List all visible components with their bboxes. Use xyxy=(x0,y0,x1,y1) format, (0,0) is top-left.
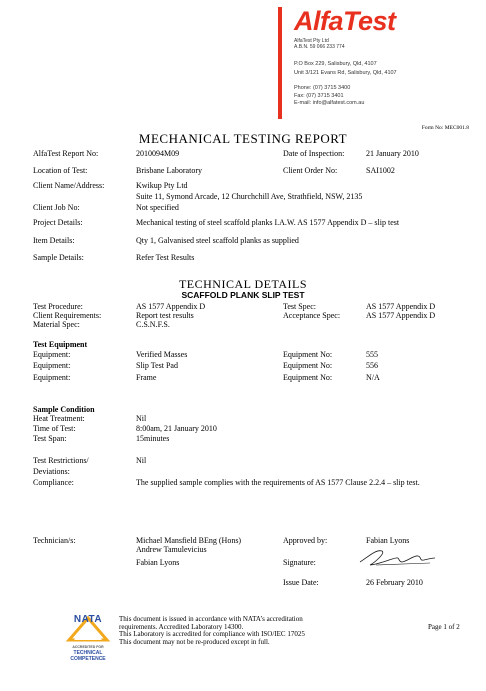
page-number: Page 1 of 2 xyxy=(428,623,460,631)
approved-label: Approved by: xyxy=(283,536,328,545)
time-label: Time of Test: xyxy=(33,424,76,433)
equipment-value: Slip Test Pad xyxy=(136,361,178,370)
issue-date: 26 February 2010 xyxy=(366,578,423,587)
contact-fax: Fax: (07) 3715 3401 xyxy=(294,92,344,99)
equipment-label: Equipment: xyxy=(33,350,71,359)
report-no-value: 2010094M09 xyxy=(136,149,180,158)
sample-condition-heading: Sample Condition xyxy=(33,405,95,414)
heat-value: Nil xyxy=(136,414,147,423)
nata-accredited-for: ACCREDITED FOR xyxy=(72,645,104,649)
footer-line: This document is issued in accordance with NATA’s accreditation xyxy=(119,615,303,623)
job-label: Client Job No: xyxy=(33,203,80,212)
time-value: 8:00am, 21 January 2010 xyxy=(136,424,217,433)
item-value: Qty 1, Galvanised steel scaffold planks as supplied xyxy=(136,236,299,245)
technical-subtitle: SCAFFOLD PLANK SLIP TEST xyxy=(181,290,305,300)
span-value: 15minutes xyxy=(136,434,170,443)
address-street: Unit 3/121 Evans Rd, Salisbury, Qld, 4107 xyxy=(294,70,397,76)
project-label: Project Details: xyxy=(33,218,83,227)
document-title: MECHANICAL TESTING REPORT xyxy=(138,131,348,146)
technician-name: Andrew Tamulevicius xyxy=(136,545,207,554)
acceptance-label: Acceptance Spec: xyxy=(283,311,341,320)
equipment-label: Equipment: xyxy=(33,361,71,370)
inspection-date-label: Date of Inspection: xyxy=(283,149,345,158)
technical-title: TECHNICAL DETAILS xyxy=(178,277,308,291)
company-info xyxy=(294,38,345,50)
acceptance-value: AS 1577 Appendix D xyxy=(366,311,436,320)
sample-label: Sample Details: xyxy=(33,253,84,262)
contact-phone: Phone: (07) 3715 3400 xyxy=(294,85,351,91)
location-value: Brisbane Laboratory xyxy=(136,166,202,175)
equipment-no-value: 556 xyxy=(366,361,378,370)
test-spec-value: AS 1577 Appendix D xyxy=(366,302,436,311)
company-name: AlfaTest Pty Ltd xyxy=(294,38,329,44)
compliance-label: Compliance: xyxy=(33,478,74,487)
client-address: Suite 11, Symond Arcade, 12 Churchchill Ave, Strathfield, NSW, 2135 xyxy=(136,192,363,201)
company-address xyxy=(294,60,397,78)
technician-label: Technician/s: xyxy=(33,536,76,545)
material-label: Material Spec: xyxy=(33,320,80,329)
equipment-no-label: Equipment No: xyxy=(283,361,333,370)
client-order-label: Client Order No: xyxy=(283,166,338,175)
equipment-no-label: Equipment No: xyxy=(283,350,333,359)
sample-value: Refer Test Results xyxy=(136,253,195,262)
nata-technical: TECHNICAL xyxy=(73,650,103,656)
client-name: Kwikup Pty Ltd xyxy=(136,181,188,190)
technician-name: Fabian Lyons xyxy=(136,558,180,567)
span-label: Test Span: xyxy=(33,434,67,443)
heat-label: Heat Treatment: xyxy=(33,414,85,423)
location-label: Location of Test: xyxy=(33,166,88,175)
procedure-value: AS 1577 Appendix D xyxy=(136,302,206,311)
report-no-label: AlfaTest Report No: xyxy=(33,149,99,158)
footer-line: requirements. Accredited Laboratory 14300. xyxy=(119,622,244,631)
address-postal: P.O Box 229, Salisbury, Qld, 4107 xyxy=(294,61,377,67)
inspection-date-value: 21 January 2010 xyxy=(366,149,419,158)
job-value: Not specified xyxy=(136,203,179,212)
client-order-value: SAI1002 xyxy=(366,166,395,175)
restrictions-label: Test Restrictions/ xyxy=(33,456,89,465)
equipment-no-value: 555 xyxy=(366,350,378,359)
footer-notice xyxy=(119,616,305,646)
contact-email: E-mail: info@alfatest.com.au xyxy=(294,100,365,106)
project-value: Mechanical testing of steel scaffold planks I.A.W. AS 1577 Appendix D – slip test xyxy=(136,218,400,227)
deviations-label: Deviations: xyxy=(33,467,70,476)
client-req-value: Report test results xyxy=(136,311,194,320)
nata-competence: COMPETENCE xyxy=(70,656,106,662)
compliance-value: The supplied sample complies with the requirements of AS 1577 Clause 2.2.4 – slip test. xyxy=(136,478,420,487)
item-label: Item Details: xyxy=(33,236,75,245)
equipment-value: Frame xyxy=(136,373,157,382)
approved-value: Fabian Lyons xyxy=(366,536,410,545)
signature-mark xyxy=(356,545,438,569)
company-abn: A.B.N. 59 066 233 774 xyxy=(294,44,345,50)
alfatest-logo: AlfaTest xyxy=(294,6,396,36)
client-req-label: Client Requirements: xyxy=(33,311,102,320)
nata-wordmark: NATA xyxy=(73,614,103,625)
material-value: C.S.N.F.S. xyxy=(136,320,170,329)
equipment-no-label: Equipment No: xyxy=(283,373,333,382)
form-number: Form No: MEC001.8 xyxy=(421,125,469,131)
procedure-label: Test Procedure: xyxy=(33,302,83,311)
restrictions-value: Nil xyxy=(136,456,147,465)
test-spec-label: Test Spec: xyxy=(283,302,316,311)
signature-label: Signature: xyxy=(283,558,316,567)
footer-line: This Laboratory is accredited for compliance with ISO/IEC 17025 xyxy=(119,630,305,639)
equipment-value: Verified Masses xyxy=(136,350,188,359)
equipment-label: Equipment: xyxy=(33,373,71,382)
equipment-heading: Test Equipment xyxy=(33,340,88,349)
brand-accent-bar xyxy=(278,7,282,119)
equipment-no-value: N/A xyxy=(366,373,380,382)
technician-name: Michael Mansfield BEng (Hons) xyxy=(136,536,242,545)
company-contact xyxy=(294,85,364,108)
issue-label: Issue Date: xyxy=(283,578,319,587)
client-label: Client Name/Address: xyxy=(33,181,105,190)
footer-line: This document may not be re-produced except in full. xyxy=(119,637,270,646)
